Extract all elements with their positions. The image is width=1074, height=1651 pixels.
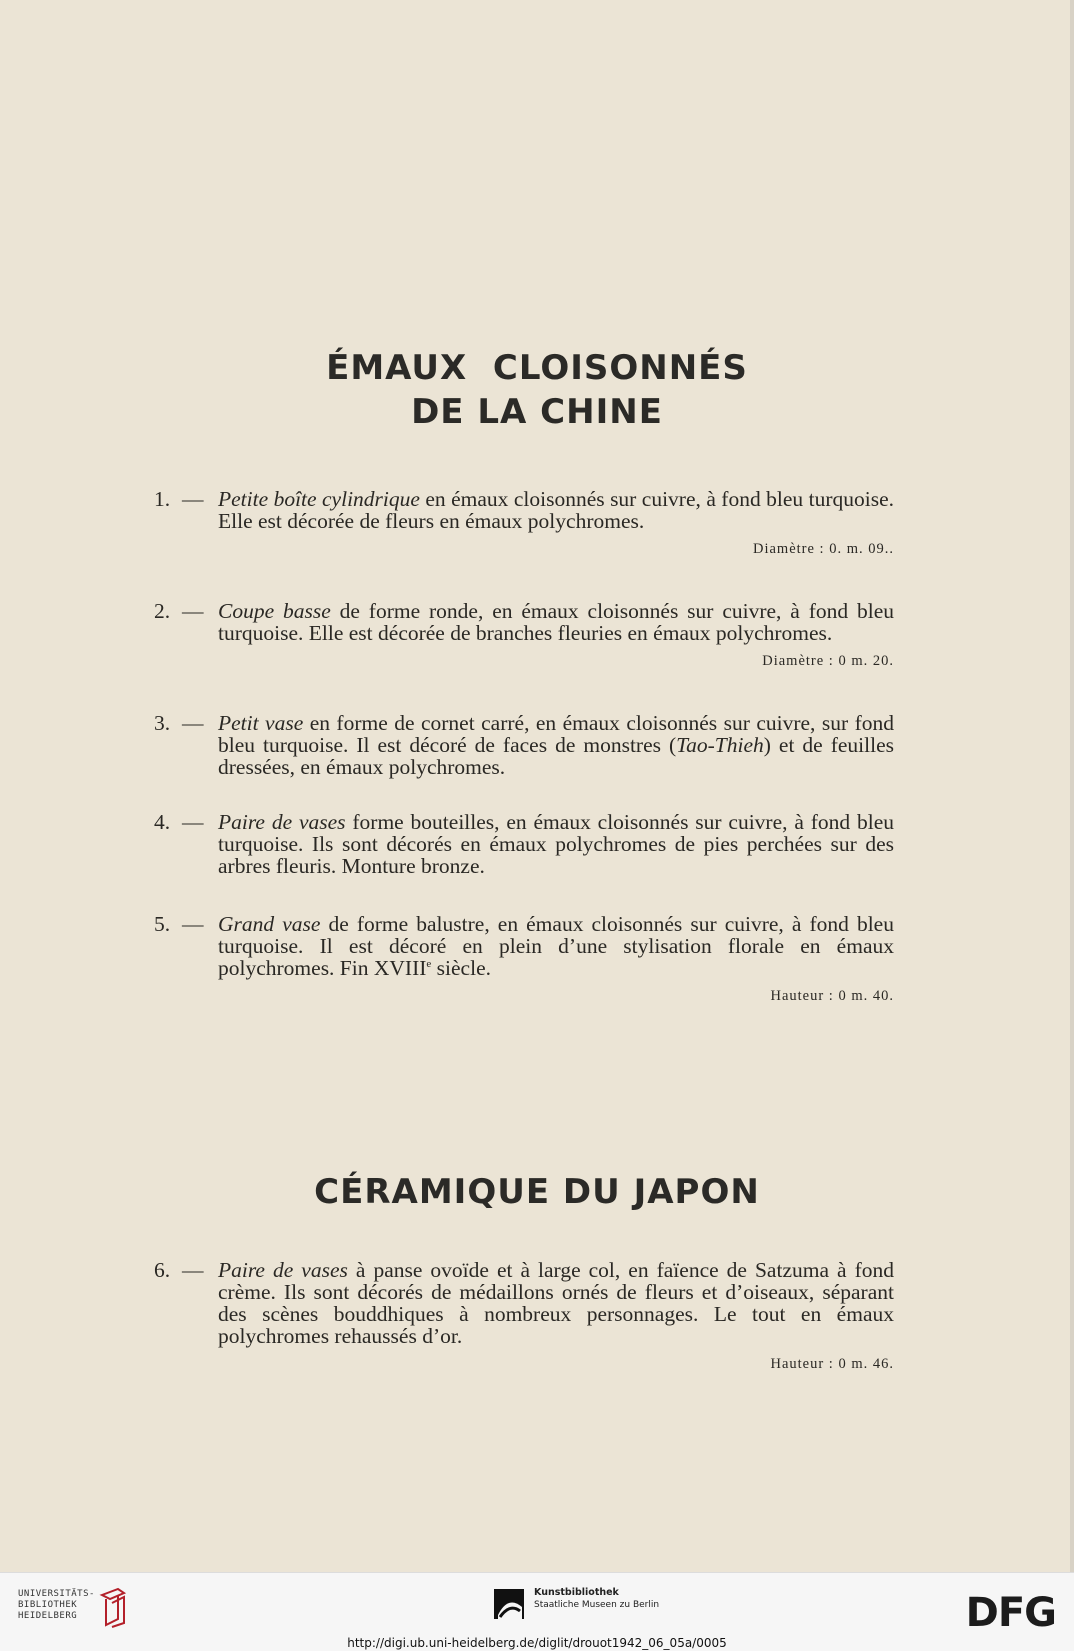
catalog-item-6 [154, 1259, 894, 1373]
item-measure: Diamètre : 0 m. 20. [762, 653, 894, 669]
catalog-item-4 [154, 811, 894, 877]
item-title: Coupe basse [218, 599, 331, 623]
page-edge [1070, 0, 1074, 1572]
item-dash: — [182, 810, 204, 834]
item-description [218, 712, 894, 778]
item-text: en forme de cornet carré, en émaux cloisonnés sur cuivre, sur fond bleu turquoise. Il est décoré de faces de monstres ( [218, 711, 894, 757]
item-text: à panse ovoïde et à large col, en faïence de Satzuma à fond crème. Ils sont décorés de médaillons ornés de fleurs et d’oiseaux, séparant des scènes bouddhiques à nombreux personnages. Le tout en émaux polychromes rehaussés d’or. [218, 1258, 894, 1348]
item-description [218, 913, 894, 979]
item-text-end: siècle. [431, 956, 491, 980]
catalog-item-1 [154, 488, 894, 558]
item-description [218, 1259, 894, 1347]
item-number: 3. [154, 711, 171, 735]
item-dash: — [182, 1258, 204, 1282]
item-text: de forme ronde, en émaux cloisonnés sur cuivre, à fond bleu turquoise. Elle est décorée de branches fleuries en émaux polychromes. [218, 599, 894, 645]
kunstbibliothek-label [534, 1587, 659, 1611]
item-measure: Hauteur : 0 m. 40. [770, 988, 894, 1004]
kb-line2: Staatliche Museen zu Berlin [534, 1600, 660, 1610]
ub-line2: BIBLIOTHEK [18, 1600, 78, 1610]
item-text-italic: Tao-Thieh [676, 733, 764, 757]
ub-heidelberg-logo-icon [96, 1585, 130, 1629]
item-number: 6. [154, 1258, 171, 1282]
section-title-line2: DE LA CHINE [411, 392, 663, 432]
item-description [218, 488, 894, 532]
item-dash: — [182, 487, 204, 511]
item-number: 5. [154, 912, 171, 936]
ub-line3: HEIDELBERG [18, 1611, 78, 1621]
item-description [218, 600, 894, 644]
item-title: Petit vase [218, 711, 304, 735]
item-dash: — [182, 711, 204, 735]
section-title-line1: ÉMAUX CLOISONNÉS [326, 348, 748, 388]
catalog-item-2 [154, 600, 894, 670]
permalink-url[interactable]: http://digi.ub.uni-heidelberg.de/diglit/drouot1942_06_05a/0005 [347, 1636, 727, 1650]
catalog-item-3 [154, 712, 894, 778]
item-title: Paire de vases [218, 810, 346, 834]
item-text: en émaux cloisonnés sur cuivre, à fond bleu turquoise. Elle est décorée de fleurs en émaux polychromes. [218, 487, 894, 533]
item-text: forme bouteilles, en émaux cloisonnés sur cuivre, à fond bleu turquoise. Ils sont décorés en émaux polychromes de pies perchées sur des arbres fleuris. Monture bronze. [218, 810, 894, 878]
item-dash: — [182, 599, 204, 623]
item-title: Grand vase [218, 912, 321, 936]
item-measure: Hauteur : 0 m. 46. [770, 1356, 894, 1372]
item-dash: — [182, 912, 204, 936]
catalog-item-5 [154, 913, 894, 1005]
item-number: 1. [154, 487, 171, 511]
item-text-end: ) et de feuilles dressées, en émaux polychromes. [218, 733, 894, 779]
item-text: de forme balustre, en émaux cloisonnés sur cuivre, à fond bleu turquoise. Il est décoré en plein d’une stylisation florale en émaux polychromes. Fin XVIII [218, 912, 894, 980]
item-measure: Diamètre : 0. m. 09.. [752, 541, 894, 557]
item-number: 2. [154, 599, 171, 623]
kb-line1: Kunstbibliothek [534, 1587, 619, 1598]
dfg-logo: DFG [965, 1590, 1056, 1636]
section-title-emaux [0, 346, 1074, 434]
item-title: Paire de vases [218, 1258, 348, 1282]
item-superscript: e [426, 957, 432, 970]
item-title: Petite boîte cylindrique [218, 487, 420, 511]
item-description [218, 811, 894, 877]
item-number: 4. [154, 810, 171, 834]
ub-line1: UNIVERSITÄTS- [18, 1589, 95, 1599]
kunstbibliothek-logo-icon [492, 1585, 526, 1625]
section-title-ceramique: CÉRAMIQUE DU JAPON [314, 1172, 760, 1212]
